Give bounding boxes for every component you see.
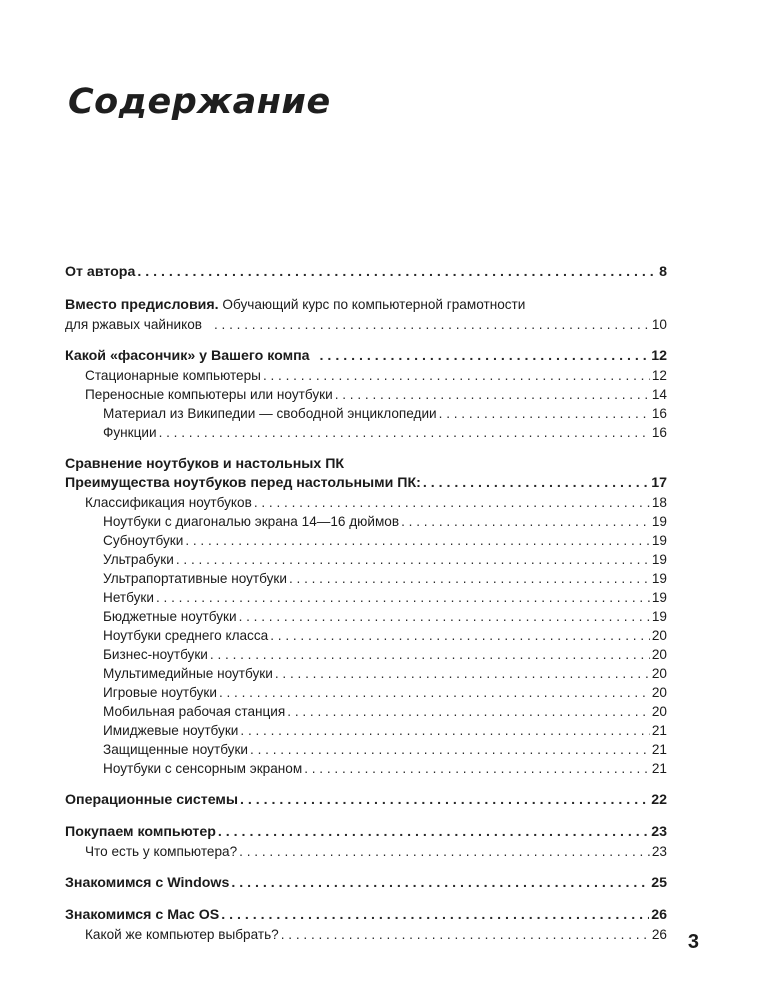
toc-entry-continuation[interactable] <box>65 315 667 334</box>
toc-entry-page: 26 <box>651 927 667 942</box>
toc-leader <box>156 588 650 607</box>
toc-entry-title: Бизнес-ноутбуки <box>103 647 208 662</box>
toc-leader <box>240 721 649 740</box>
toc-entry[interactable] <box>65 702 667 721</box>
toc-entry-title: Переносные компьютеры или ноутбуки <box>85 387 333 402</box>
toc-entry-title: Ультрапортативные ноутбуки <box>103 571 287 586</box>
toc-entry[interactable] <box>65 295 667 315</box>
toc-entry[interactable] <box>65 842 667 861</box>
toc-entry-page: 21 <box>651 723 667 738</box>
toc-entry-title: Мобильная рабочая станция <box>103 704 286 719</box>
toc-leader <box>320 347 650 366</box>
toc-entry-page: 21 <box>651 761 667 776</box>
toc-entry-page: 20 <box>651 647 667 662</box>
toc-entry-title: Субноутбуки <box>103 533 184 548</box>
toc-entry[interactable] <box>65 607 667 626</box>
toc-entry[interactable] <box>65 874 667 893</box>
toc-leader <box>270 626 650 645</box>
toc-entry-title: Нетбуки <box>103 590 154 605</box>
toc-entry[interactable] <box>65 531 667 550</box>
toc-leader <box>250 740 650 759</box>
toc-entry[interactable] <box>65 385 667 404</box>
toc-entry-page: 23 <box>651 844 667 859</box>
toc-entry-page: 14 <box>651 387 667 402</box>
toc-entry-page: 20 <box>651 685 667 700</box>
toc-entry-title: Бюджетные ноутбуки <box>103 609 237 624</box>
toc-entry[interactable] <box>65 474 667 493</box>
toc-entry-title: Что есть у компьютера? <box>85 844 238 859</box>
toc-entry-title: Операционные системы <box>65 792 239 808</box>
toc-entry-title: Какой «фасончик» у Вашего компа <box>65 348 310 364</box>
toc-entry-page: 22 <box>651 792 667 808</box>
toc-entry[interactable] <box>65 626 667 645</box>
toc-entry-page: 21 <box>651 742 667 757</box>
toc-entry-title: Мультимедийные ноутбуки <box>103 666 273 681</box>
toc-entry-title: Функции <box>103 425 157 440</box>
toc-entry[interactable] <box>65 683 667 702</box>
toc-leader <box>281 925 650 944</box>
toc-entry[interactable] <box>65 906 667 925</box>
toc-entry-title: Знакомимся с Mac OS <box>65 907 220 923</box>
toc-entry[interactable] <box>65 721 667 740</box>
toc-heading-text: Сравнение ноутбуков и настольных ПК <box>65 456 345 472</box>
toc-leader <box>304 759 650 778</box>
toc-leader <box>239 842 650 861</box>
toc-entry-title: Ноутбуки с сенсорным экраном <box>103 761 303 776</box>
toc-entry-title: Ноутбуки с диагональю экрана 14—16 дюймов <box>103 514 400 529</box>
toc-leader <box>159 423 650 442</box>
toc-leader <box>289 569 650 588</box>
toc-entry-page: 19 <box>651 609 667 624</box>
toc-entry[interactable] <box>65 925 667 944</box>
toc-leader <box>176 550 650 569</box>
toc-entry-page: 12 <box>651 348 667 364</box>
toc-entry[interactable] <box>65 423 667 442</box>
toc-entry-title: Ультрабуки <box>103 552 174 567</box>
toc-entry-subtitle: для ржавых чайников <box>65 317 202 332</box>
toc-entry[interactable] <box>65 512 667 531</box>
toc-entry-page: 16 <box>651 406 667 421</box>
toc-leader <box>219 683 650 702</box>
toc-entry-title: Какой же компьютер выбрать? <box>85 927 279 942</box>
toc-leader <box>263 366 650 385</box>
toc-leader <box>287 702 650 721</box>
toc-entry-title: Игровые ноутбуки <box>103 685 217 700</box>
toc-entry[interactable] <box>65 791 667 810</box>
toc-entry-title: Ноутбуки среднего класса <box>103 628 269 643</box>
toc-leader <box>423 474 649 493</box>
toc-entry-page: 18 <box>651 495 667 510</box>
toc-entry-title: Классификация ноутбуков <box>85 495 252 510</box>
toc-leader <box>185 531 650 550</box>
toc-entry-title: Преимущества ноутбуков перед настольными ПК: <box>65 475 421 491</box>
toc-leader <box>335 385 650 404</box>
toc-entry-page: 12 <box>651 368 667 383</box>
toc-entry[interactable] <box>65 759 667 778</box>
toc-entry-page: 19 <box>651 590 667 605</box>
toc-entry-title: Вместо предисловия. <box>65 297 219 313</box>
page-number: 3 <box>687 931 699 953</box>
toc-entry[interactable] <box>65 366 667 385</box>
toc-entry-page: 8 <box>659 264 667 280</box>
toc-leader <box>240 791 649 810</box>
toc-entry-page: 25 <box>651 875 667 891</box>
toc-entry-title: От автора <box>65 264 136 280</box>
toc-leader <box>221 906 649 925</box>
toc-leader <box>254 493 650 512</box>
toc-entry-page: 20 <box>651 704 667 719</box>
toc-entry-page: 19 <box>651 514 667 529</box>
toc-leader <box>275 664 650 683</box>
page-title: Содержание <box>68 82 331 122</box>
toc-entry[interactable] <box>65 263 667 282</box>
toc-leader <box>401 512 650 531</box>
toc-entry[interactable] <box>65 550 667 569</box>
toc-entry-title: Покупаем компьютер <box>65 824 216 840</box>
toc-leader <box>137 263 657 282</box>
toc-entry-title: Материал из Википедии — свободной энциклопедии <box>103 406 437 421</box>
toc-leader <box>218 823 649 842</box>
toc-entry[interactable] <box>65 823 667 842</box>
toc-entry-title: Имиджевые ноутбуки <box>103 723 239 738</box>
toc-leader <box>439 404 650 423</box>
toc-entry-title: Защищенные ноутбуки <box>103 742 249 757</box>
toc-entry[interactable] <box>65 347 667 366</box>
toc-leader <box>231 874 649 893</box>
toc-entry-page: 26 <box>651 907 667 923</box>
toc-entry-page: 20 <box>651 666 667 681</box>
toc-entry-page: 23 <box>651 824 667 840</box>
toc-entry[interactable] <box>65 493 667 512</box>
toc-entry[interactable] <box>65 664 667 683</box>
table-of-contents <box>65 263 667 944</box>
toc-entry[interactable] <box>65 588 667 607</box>
toc-entry-page: 17 <box>651 475 667 491</box>
toc-leader <box>210 645 650 664</box>
toc-entry[interactable] <box>65 404 667 423</box>
toc-entry[interactable] <box>65 740 667 759</box>
toc-entry-page: 19 <box>651 571 667 586</box>
toc-entry-page: 19 <box>651 533 667 548</box>
toc-entry-title: Стационарные компьютеры <box>85 368 261 383</box>
toc-entry-subtitle: Обучающий курс по компьютерной грамотности <box>218 297 526 312</box>
toc-entry-page: 20 <box>651 628 667 643</box>
toc-entry-page: 19 <box>651 552 667 567</box>
toc-entry-page: 16 <box>651 425 667 440</box>
toc-entry-title: Знакомимся с Windows <box>65 875 230 891</box>
toc-entry[interactable] <box>65 645 667 664</box>
toc-entry-page: 10 <box>651 317 667 332</box>
toc-section-heading <box>65 455 667 474</box>
toc-entry[interactable] <box>65 569 667 588</box>
toc-leader <box>239 607 650 626</box>
toc-leader <box>214 315 650 334</box>
